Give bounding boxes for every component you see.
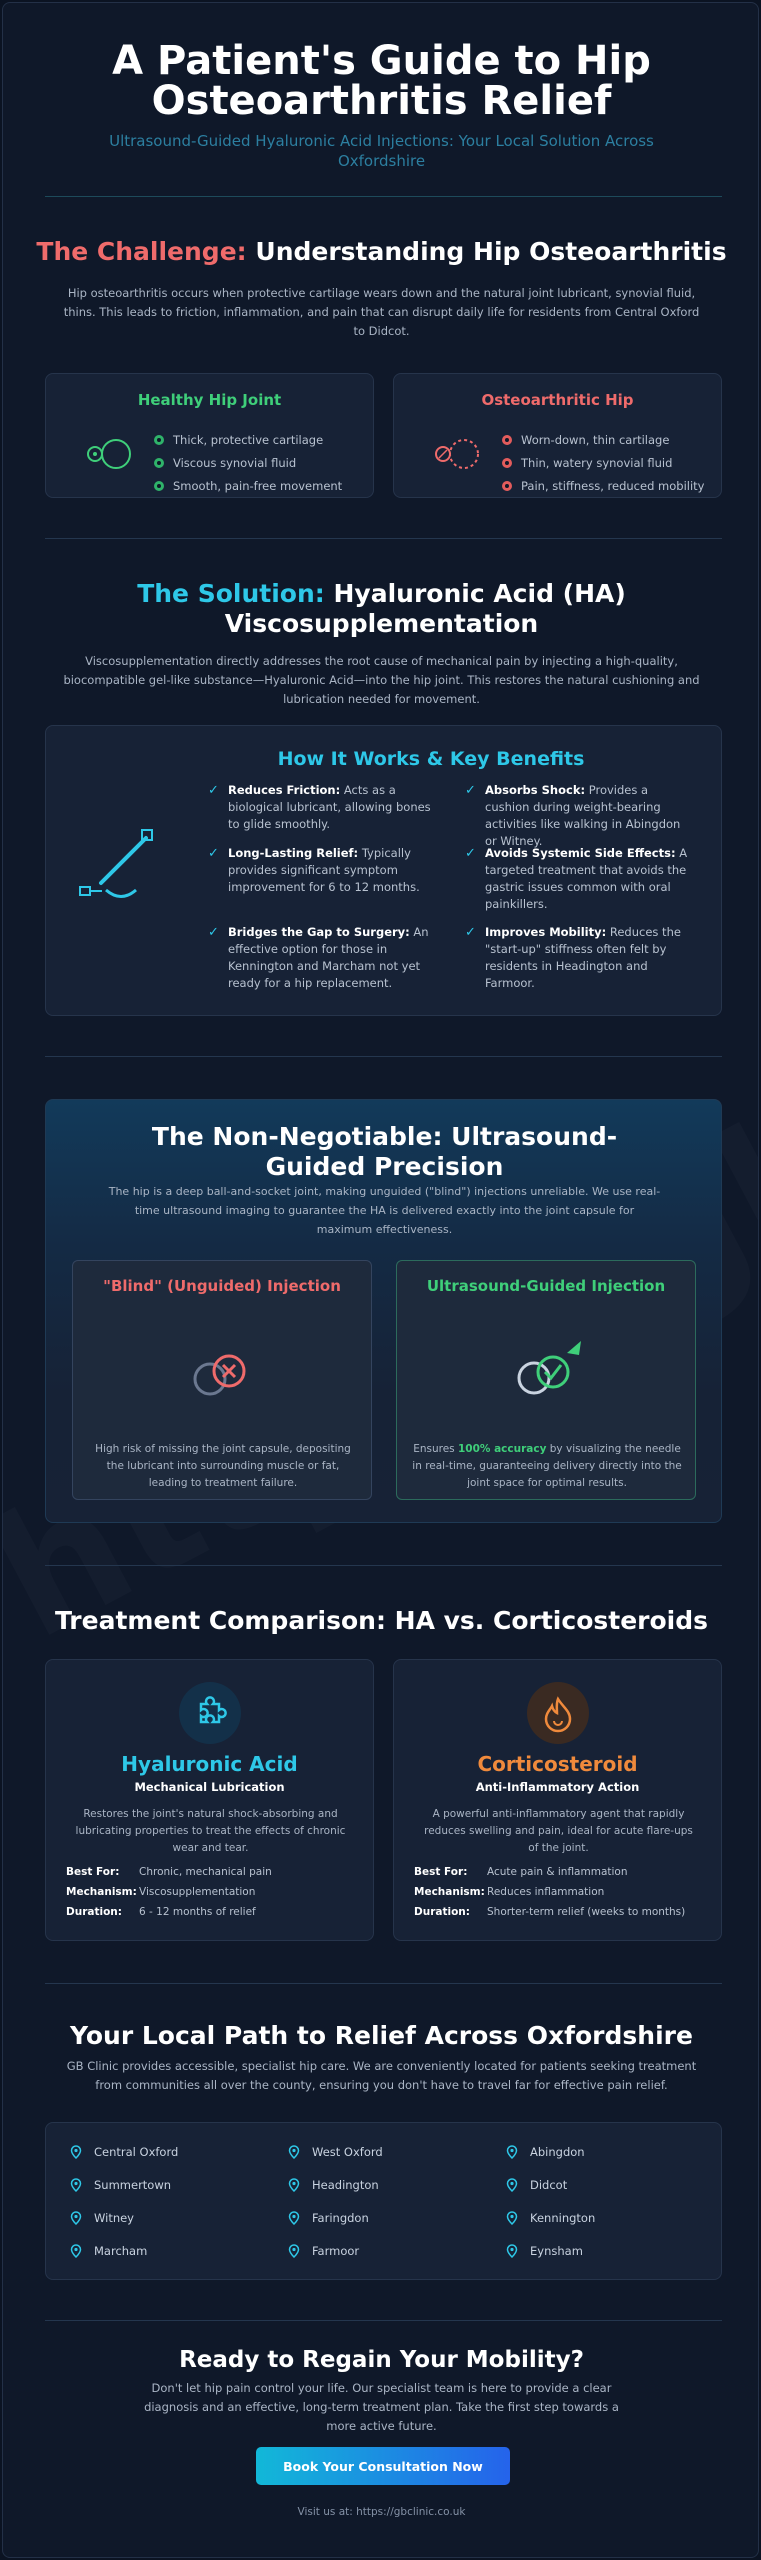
challenge-title <box>3 237 759 267</box>
arthritic-hip-list <box>502 428 704 497</box>
divider <box>45 2320 722 2321</box>
check-icon: ✓ <box>465 846 476 861</box>
corticosteroid-card <box>393 1659 722 1941</box>
puzzle-icon <box>179 1682 241 1744</box>
solution-title-rest: Hyaluronic Acid (HA) Viscosupplementation <box>224 579 626 638</box>
divider <box>45 538 722 539</box>
benefits-title: How It Works & Key Benefits <box>277 748 585 770</box>
check-circle-icon <box>154 458 164 468</box>
guided-injection-text: Ensures 100% accuracy by visualizing the needle in real-time, guaranteeing delivery directly into the joint space for optimal results. <box>412 1443 682 1489</box>
list-item: Pain, stiffness, reduced mobility <box>502 474 704 497</box>
syringe-icon <box>76 828 166 908</box>
accuracy-highlight: 100% accuracy <box>457 1443 547 1455</box>
location-item <box>506 2244 583 2258</box>
divider <box>45 1983 722 1984</box>
location-label: Witney <box>94 2211 134 2225</box>
location-label: Faringdon <box>312 2211 369 2225</box>
map-pin-icon <box>288 2145 300 2159</box>
arthritic-hip-title: Osteoarthritic Hip <box>481 391 634 409</box>
x-circle-icon <box>185 1349 265 1399</box>
divider <box>45 1565 722 1566</box>
book-consultation-button[interactable]: Book Your Consultation Now <box>256 2447 510 2485</box>
location-label: West Oxford <box>312 2145 383 2159</box>
list-item: Thick, protective cartilage <box>154 428 342 451</box>
solution-title <box>133 579 630 639</box>
ha-mechanism: Mechanism: Viscosupplementation <box>66 1886 256 1898</box>
cs-best-for: Best For: Acute pain & inflammation <box>414 1866 628 1878</box>
divider <box>45 196 722 197</box>
location-item <box>288 2145 383 2159</box>
blind-injection-card <box>72 1260 372 1500</box>
map-pin-icon <box>70 2178 82 2192</box>
benefit-item: ✓ Bridges the Gap to Surgery: An effective option for those in Kennington and Marcham not yet ready for a hip replacement. <box>208 925 429 990</box>
ha-desc: Restores the joint's natural shock-absorbing and lubricating properties to treat the effects of chronic wear and tear. <box>75 1808 346 1854</box>
precision-intro: The hip is a deep ball-and-socket joint, making unguided ("blind") injections unreliable. We use real-time ultrasound imaging to guarantee the HA is delivered exactly into the joint capsule for maximum effectiveness. <box>108 1185 661 1236</box>
precision-title: The Non-Negotiable: Ultrasound-Guided Precision <box>151 1122 618 1181</box>
x-circle-icon <box>502 435 512 445</box>
map-pin-icon <box>288 2178 300 2192</box>
comparison-title: Treatment Comparison: HA vs. Corticosteroids <box>54 1606 708 1635</box>
solution-intro: Viscosupplementation directly addresses the root cause of mechanical pain by injecting a high-quality, biocompatible gel-like substance—Hyaluronic Acid—into the hip joint. This restores the natural cushioning and lubrication needed for movement. <box>63 654 700 706</box>
solution-title-accent: The Solution: <box>137 579 325 608</box>
map-pin-icon <box>288 2244 300 2258</box>
page-subtitle: Ultrasound-Guided Hyaluronic Acid Injections: Your Local Solution Across Oxfordshire <box>109 132 654 170</box>
guided-injection-title: Ultrasound-Guided Injection <box>426 1277 666 1295</box>
map-pin-icon <box>288 2211 300 2225</box>
map-pin-icon <box>506 2145 518 2159</box>
infographic-page <box>2 2 759 2558</box>
ha-duration: Duration: 6 - 12 months of relief <box>66 1906 256 1918</box>
location-item <box>506 2211 595 2225</box>
check-icon: ✓ <box>465 783 476 798</box>
healthy-hip-list <box>154 428 342 497</box>
benefits-card <box>45 725 722 1016</box>
cs-mechanism: Mechanism: Reduces inflammation <box>414 1886 605 1898</box>
location-item <box>506 2145 585 2159</box>
location-item <box>70 2178 171 2192</box>
check-icon: ✓ <box>208 783 219 798</box>
check-circle-icon <box>509 1323 599 1403</box>
map-pin-icon <box>506 2178 518 2192</box>
location-item <box>70 2244 147 2258</box>
map-pin-icon <box>70 2211 82 2225</box>
local-intro: GB Clinic provides accessible, specialist hip care. We are conveniently located for patients seeking treatment from communities all over the county, ensuring you don't have to travel far for effective pain relief. <box>66 2059 697 2092</box>
cta-title: Ready to Regain Your Mobility? <box>179 2347 584 2373</box>
location-item <box>70 2211 134 2225</box>
location-label: Abingdon <box>530 2145 585 2159</box>
location-item <box>288 2211 369 2225</box>
locations-card <box>45 2122 722 2280</box>
location-item <box>288 2244 359 2258</box>
map-pin-icon <box>70 2145 82 2159</box>
ha-best-for: Best For: Chronic, mechanical pain <box>66 1866 272 1878</box>
location-label: Central Oxford <box>94 2145 179 2159</box>
blind-injection-title: "Blind" (Unguided) Injection <box>103 1277 341 1295</box>
benefit-item: ✓ Avoids Systemic Side Effects: A targeted treatment that avoids the gastric issues common with oral painkillers. <box>465 846 688 911</box>
list-item: Viscous synovial fluid <box>154 451 342 474</box>
challenge-title-accent: The Challenge: <box>36 237 247 266</box>
cta-text: Don't let hip pain control your life. Our specialist team is here to provide a clear diagnosis and an effective, long-term treatment plan. Take the first step towards a more active future. <box>144 2381 619 2433</box>
corticosteroid-desc: A powerful anti-inflammatory agent that rapidly reduces swelling and pain, ideal for acute flare-ups of the joint. <box>424 1808 693 1854</box>
map-pin-icon <box>506 2244 518 2258</box>
map-pin-icon <box>70 2244 82 2258</box>
list-item: Smooth, pain-free movement <box>154 474 342 497</box>
location-label: Eynsham <box>530 2244 583 2258</box>
footer-url: Visit us at: https://gbclinic.co.uk <box>297 2506 466 2518</box>
ha-card <box>45 1659 374 1941</box>
x-circle-icon <box>502 481 512 491</box>
benefit-item: ✓ Improves Mobility: Reduces the "start-up" stiffness often felt by residents in Headington and Farmoor. <box>465 925 681 990</box>
location-label: Kennington <box>530 2211 596 2225</box>
location-item <box>70 2145 178 2159</box>
blind-injection-text: High risk of missing the joint capsule, depositing the lubricant into surrounding muscle or fat, leading to treatment failure. <box>95 1443 351 1489</box>
location-item <box>506 2178 567 2192</box>
corticosteroid-name: Corticosteroid <box>477 1752 638 1776</box>
location-label: Marcham <box>94 2244 148 2258</box>
check-circle-icon <box>154 481 164 491</box>
check-icon: ✓ <box>208 925 219 940</box>
cs-duration: Duration: Shorter-term relief (weeks to months) <box>414 1906 686 1918</box>
location-label: Headington <box>312 2178 379 2192</box>
list-item: Worn-down, thin cartilage <box>502 428 704 451</box>
challenge-intro: Hip osteoarthritis occurs when protective cartilage wears down and the natural joint lubricant, synovial fluid, thins. This leads to friction, inflammation, and pain that can disrupt daily life for residents from Central Oxford to Didcot. <box>63 286 700 338</box>
arthritic-hip-joint-icon <box>434 436 480 472</box>
healthy-hip-title: Healthy Hip Joint <box>137 391 282 409</box>
check-circle-icon <box>154 435 164 445</box>
divider <box>45 1056 722 1057</box>
ha-name: Hyaluronic Acid <box>121 1752 298 1776</box>
location-label: Summertown <box>94 2178 172 2192</box>
challenge-title-rest: Understanding Hip Osteoarthritis <box>255 237 727 266</box>
precision-section <box>45 1099 722 1523</box>
healthy-hip-card <box>45 373 374 498</box>
corticosteroid-subtitle: Anti-Inflammatory Action <box>475 1780 640 1794</box>
map-pin-icon <box>506 2211 518 2225</box>
arthritic-hip-card <box>393 373 722 498</box>
healthy-hip-joint-icon <box>86 436 132 472</box>
check-icon: ✓ <box>465 925 476 940</box>
list-item: Thin, watery synovial fluid <box>502 451 704 474</box>
flame-icon <box>527 1682 589 1744</box>
location-label: Farmoor <box>312 2244 360 2258</box>
check-icon: ✓ <box>208 846 219 861</box>
benefit-item: ✓ Reduces Friction: Acts as a biological lubricant, allowing bones to glide smoothly. <box>208 783 431 831</box>
benefit-item: ✓ Long-Lasting Relief: Typically provides significant symptom improvement for 6 to 12 months. <box>208 846 420 894</box>
x-circle-icon <box>502 458 512 468</box>
ha-subtitle: Mechanical Lubrication <box>134 1780 285 1794</box>
benefit-item: ✓ Absorbs Shock: Provides a cushion during weight-bearing activities like walking in Abingdon or Witney. <box>465 783 681 848</box>
page-title: A Patient's Guide to Hip Osteoarthritis Relief <box>112 38 651 124</box>
local-title: Your Local Path to Relief Across Oxfordshire <box>70 2021 693 2050</box>
guided-injection-card <box>396 1260 696 1500</box>
location-item <box>288 2178 379 2192</box>
location-label: Didcot <box>530 2178 568 2192</box>
